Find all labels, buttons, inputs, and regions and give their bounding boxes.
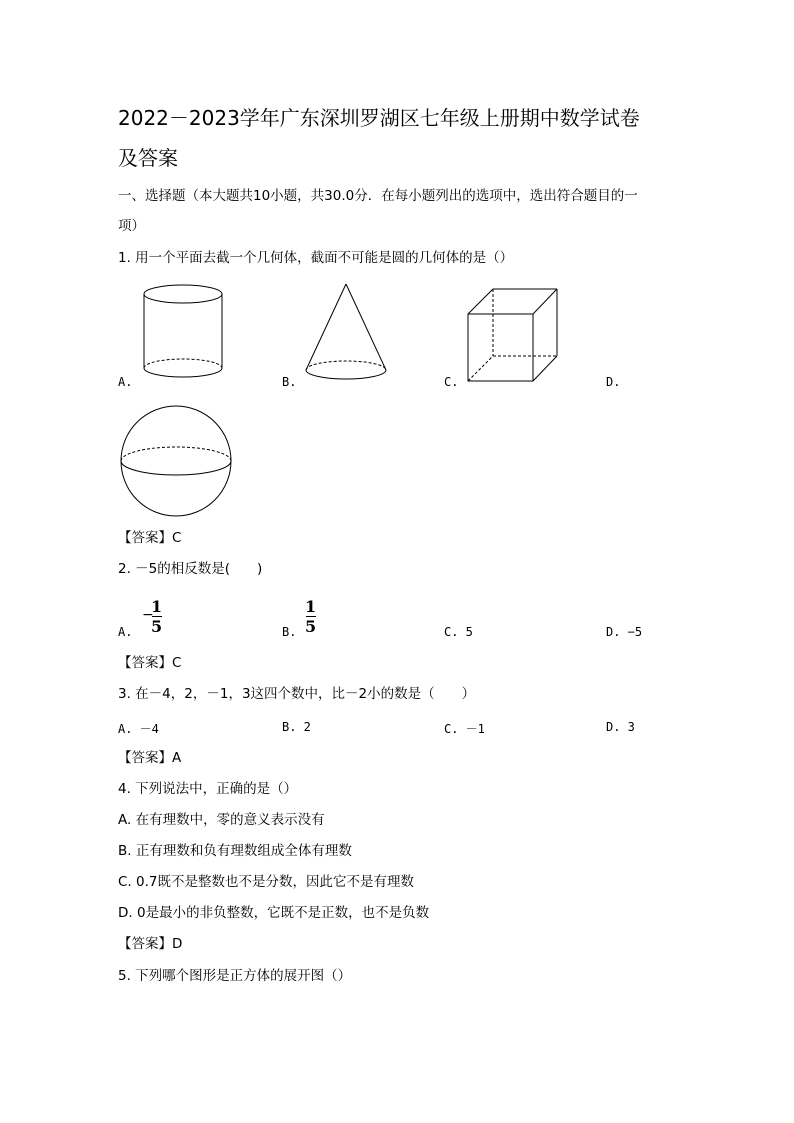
question-4-answer: 【答案】D — [118, 936, 183, 952]
q3-option-d: D. 3 — [606, 720, 635, 734]
q2-option-b: B. — [282, 625, 297, 639]
question-4-stem: 4. 下列说法中，正确的是（） — [118, 781, 298, 797]
q4-option-b: B. 正有理数和负有理数组成全体有理数 — [118, 843, 352, 859]
denominator: 5 — [151, 617, 163, 636]
cylinder-figure — [140, 282, 230, 382]
q3-option-a: A. －4 — [118, 722, 159, 736]
q4-option-d: D. 0是最小的非负整数，它既不是正数，也不是负数 — [118, 905, 430, 921]
q1-option-b: B. — [282, 375, 297, 389]
title-line-1: 2022－2023学年广东深圳罗湖区七年级上册期中数学试卷 — [118, 106, 640, 130]
denominator: 5 — [305, 617, 317, 636]
question-3-answer: 【答案】A — [118, 750, 182, 766]
q3-option-c: C. －1 — [444, 722, 485, 736]
question-1-stem: 1. 用一个平面去截一个几何体，截面不可能是圆的几何体的是（） — [118, 250, 514, 266]
fraction-b — [305, 598, 316, 635]
section-heading: 一、选择题（本大题共10小题，共30.0分．在每小题列出的选项中，选出符合题目的一 — [118, 188, 638, 204]
cube-figure — [465, 286, 560, 386]
q3-option-b: B. 2 — [282, 720, 311, 734]
q2-option-d: D. −5 — [606, 625, 643, 639]
q2-option-a: A. — [118, 625, 133, 639]
title-line-2: 及答案 — [118, 146, 178, 170]
question-5-stem: 5. 下列哪个图形是正方体的展开图（） — [118, 968, 352, 984]
fraction-sign: − — [142, 607, 154, 623]
cone-figure — [302, 282, 392, 384]
question-2-answer: 【答案】C — [118, 655, 182, 671]
question-1-answer: 【答案】C — [118, 530, 182, 546]
question-3-stem: 3. 在－4，2，－1，3这四个数中，比－2小的数是（ ） — [118, 686, 476, 702]
sphere-figure — [118, 403, 234, 519]
q4-option-a: A. 在有理数中，零的意义表示没有 — [118, 812, 325, 828]
numerator: 1 — [151, 597, 163, 616]
question-2-stem: 2. －5的相反数是( ) — [118, 561, 263, 577]
fraction-a — [151, 598, 162, 635]
q1-option-a: A. — [118, 375, 133, 389]
numerator: 1 — [305, 597, 317, 616]
q1-option-c: C. — [444, 375, 459, 389]
section-heading-cont: 项） — [118, 218, 145, 234]
q2-option-c: C. 5 — [444, 625, 473, 639]
q1-option-d: D. — [606, 375, 621, 389]
q4-option-c: C. 0.7既不是整数也不是分数，因此它不是有理数 — [118, 874, 414, 890]
